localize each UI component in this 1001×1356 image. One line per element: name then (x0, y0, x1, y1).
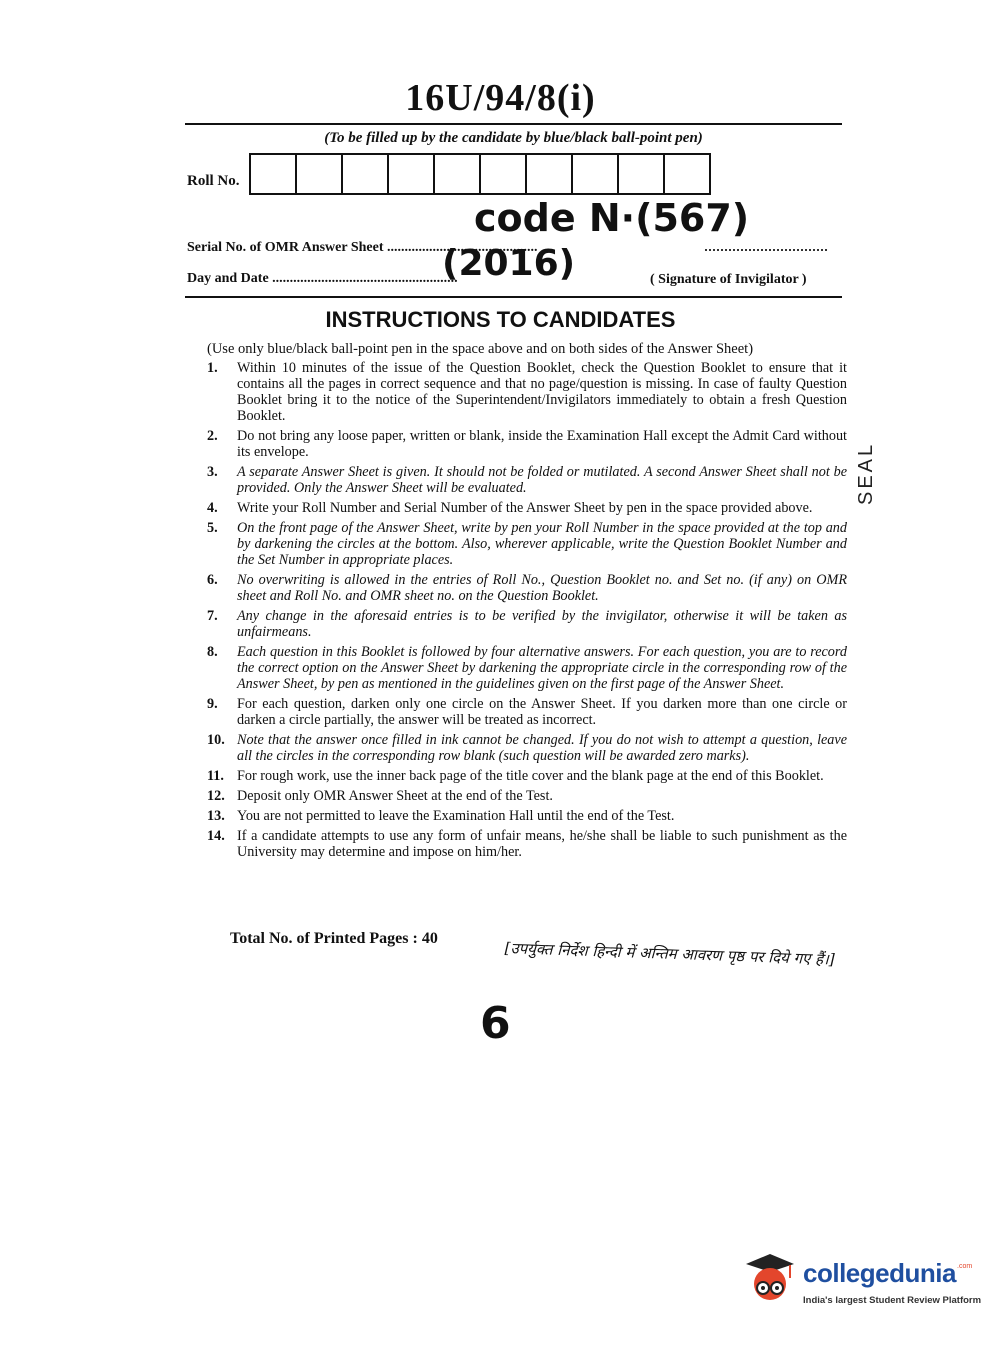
item-number: 3. (207, 464, 218, 480)
list-item (207, 732, 847, 764)
item-number: 11. (207, 768, 224, 784)
roll-box[interactable] (481, 155, 527, 193)
item-number: 9. (207, 696, 218, 712)
item-number: 12. (207, 788, 225, 804)
top-rule (185, 123, 842, 125)
handwritten-page-mark: 6 (480, 998, 511, 1049)
roll-box[interactable] (251, 155, 297, 193)
item-number: 2. (207, 428, 218, 444)
list-item (207, 828, 847, 860)
item-text: For rough work, use the inner back page of the title cover and the blank page at the end of this Booklet. (237, 768, 824, 784)
item-text: Each question in this Booklet is followed by four alternative answers. For each question, you are to record the correct option on the Answer Sheet by darkening the appropriate circle in the corresponding row of the Answer Sheet, by pen as mentioned in the guidelines given on the first page of the Answer Sheet. (237, 644, 847, 692)
booklet-code: 16U/94/8(i) (405, 77, 596, 119)
list-item (207, 644, 847, 692)
item-text: Note that the answer once filled in ink cannot be changed. If you do not wish to attempt a question, leave all the circles in the corresponding row blank (such question will be awarded zero marks). (237, 732, 847, 764)
collegedunia-logo-text: collegedunia (803, 1258, 956, 1288)
roll-box[interactable] (573, 155, 619, 193)
item-text: For each question, darken only one circle on the Answer Sheet. If you darken more than one circle or darken a circle partially, the answer will be treated as incorrect. (237, 696, 847, 728)
list-item (207, 572, 847, 604)
item-number: 1. (207, 360, 218, 376)
roll-box[interactable] (527, 155, 573, 193)
collegedunia-com: .com (957, 1263, 973, 1270)
item-text: No overwriting is allowed in the entries of Roll No., Question Booklet no. and Set no. (if any) on OMR sheet and Roll No. and OMR sheet no. on the Question Booklet. (237, 572, 847, 604)
omr-serial-field: Serial No. of OMR Answer Sheet ........................................... (187, 240, 538, 255)
item-number: 7. (207, 608, 218, 624)
instructions-title: INSTRUCTIONS TO CANDIDATES (325, 307, 676, 332)
roll-box[interactable] (435, 155, 481, 193)
hindi-note: [उपर्युक्त निर्देश हिन्दी में अन्तिम आवरण पृष्ठ पर दिये गए हैं।] (504, 938, 835, 969)
item-number: 5. (207, 520, 218, 536)
list-item (207, 608, 847, 640)
day-and-date-field: Day and Date ..................................................... (187, 271, 458, 286)
list-item (207, 464, 847, 496)
list-item (207, 500, 847, 516)
list-item (207, 808, 847, 824)
item-text: Write your Roll Number and Serial Number of the Answer Sheet by pen in the space provided above. (237, 500, 813, 516)
list-item (207, 520, 847, 568)
item-text: Any change in the aforesaid entries is to be verified by the invigilator, otherwise it will be taken as unfairmeans. (237, 608, 847, 640)
roll-number-boxes[interactable] (249, 153, 711, 195)
list-item (207, 788, 847, 804)
item-number: 8. (207, 644, 218, 660)
item-number: 10. (207, 732, 225, 748)
item-text: Deposit only OMR Answer Sheet at the end of the Test. (237, 788, 553, 804)
item-number: 13. (207, 808, 225, 824)
bottom-rule (185, 296, 842, 298)
item-text: You are not permitted to leave the Examination Hall until the end of the Test. (237, 808, 675, 824)
item-text: On the front page of the Answer Sheet, write by pen your Roll Number in the space provided at the top and by darkening the circles at the bottom. Also, wherever applicable, write the Question Booklet Number and the Set Number in appropriate places. (237, 520, 847, 568)
instructions-note: (Use only blue/black ball-point pen in the space above and on both sides of the Answer Sheet) (207, 341, 754, 357)
roll-box[interactable] (619, 155, 665, 193)
list-item (207, 696, 847, 728)
handwritten-year: (2016) (442, 243, 576, 284)
roll-box[interactable] (389, 155, 435, 193)
invigilator-signature-label: ( Signature of Invigilator ) (650, 272, 807, 287)
item-number: 14. (207, 828, 225, 844)
list-item (207, 360, 847, 424)
item-text: Within 10 minutes of the issue of the Question Booklet, check the Question Booklet to ensure that it contains all the pages in correct sequence and that no page/question is missing. In case of faulty Question Booklet bring it to the notice of the Superintendent/Invigilators immediately to obtain a fresh Question Booklet. (237, 360, 847, 424)
roll-box[interactable] (297, 155, 343, 193)
handwritten-code-number: code N·(567) (474, 196, 750, 240)
roll-box[interactable] (343, 155, 389, 193)
list-item (207, 428, 847, 460)
instructions-list (207, 360, 847, 864)
item-text: A separate Answer Sheet is given. It should not be folded or mutilated. A second Answer Sheet shall not be provided. Only the Answer Sheet will be evaluated. (237, 464, 847, 496)
item-text: Do not bring any loose paper, written or blank, inside the Examination Hall except the Admit Card without its envelope. (237, 428, 847, 460)
collegedunia-mascot-icon (740, 1250, 802, 1310)
roll-box[interactable] (665, 155, 709, 193)
item-number: 6. (207, 572, 218, 588)
collegedunia-tagline: India's largest Student Review Platform (803, 1295, 982, 1306)
item-number: 4. (207, 500, 218, 516)
signature-line (705, 249, 827, 251)
item-text: If a candidate attempts to use any form of unfair means, he/she shall be liable to such punishment as the University may determine and impose on him/her. (237, 828, 847, 860)
list-item (207, 768, 847, 784)
roll-number-label: Roll No. (187, 173, 240, 189)
total-printed-pages: Total No. of Printed Pages : 40 (230, 930, 438, 947)
fill-instruction: (To be filled up by the candidate by blue/black ball-point pen) (324, 130, 703, 146)
seal-stamp: SEAL (855, 441, 877, 505)
